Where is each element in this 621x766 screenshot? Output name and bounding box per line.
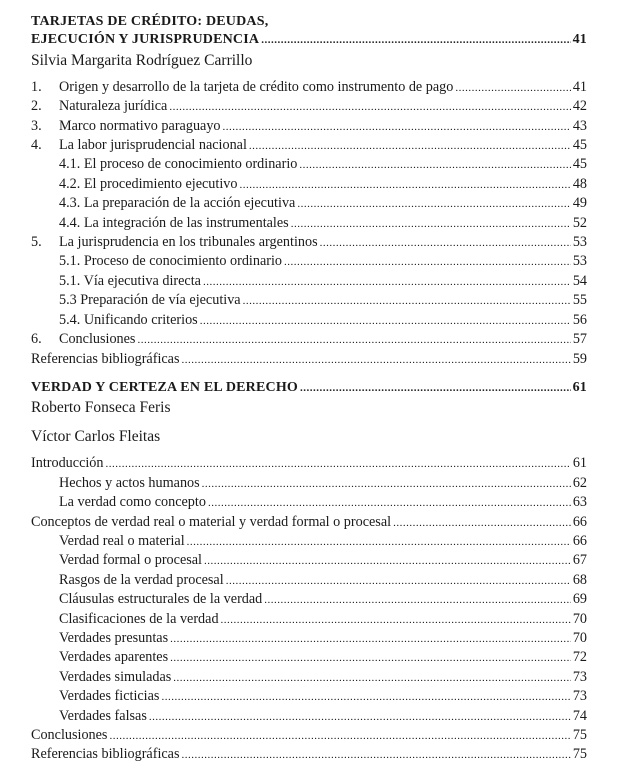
toc-subentry[interactable]: 4.1. El proceso de conocimiento ordinario ..... 45 [31, 155, 587, 174]
toc-subentry[interactable]: 4.4. La integración de las instrumentales ..... 52 [31, 214, 587, 233]
toc-entry[interactable]: 6. Conclusiones ..... 57 [31, 330, 587, 349]
toc-subentry[interactable]: 5.1. Proceso de conocimiento ordinario ..... 53 [31, 252, 587, 271]
toc-subentry[interactable]: 5.3 Preparación de vía ejecutiva ..... 55 [31, 291, 587, 310]
toc-subentry[interactable]: Verdades aparentes ..... 72 [31, 648, 587, 667]
toc-entry[interactable]: Referencias bibliográficas ..... 75 [31, 745, 587, 764]
toc-subentry[interactable]: 5.1. Vía ejecutiva directa ..... 54 [31, 272, 587, 291]
toc-entry[interactable]: Conclusiones ..... 75 [31, 726, 587, 745]
toc-entry[interactable]: Referencias bibliográficas ..... 59 [31, 350, 587, 369]
toc-list-2 [31, 454, 587, 765]
toc-subentry[interactable]: Verdades presuntas ..... 70 [31, 629, 587, 648]
toc-subentry[interactable]: Verdad real o material ..... 66 [31, 532, 587, 551]
toc-entry[interactable]: 5. La jurisprudencia en los tribunales argentinos ..... 53 [31, 233, 587, 252]
toc-entry[interactable]: 3. Marco normativo paraguayo ..... 43 [31, 117, 587, 136]
table-of-contents [31, 13, 587, 765]
toc-entry[interactable]: Conceptos de verdad real o material y verdad formal o procesal ..... 66 [31, 513, 587, 532]
toc-subentry[interactable]: Verdades simuladas ..... 73 [31, 668, 587, 687]
toc-subentry[interactable]: Verdades ficticias ..... 73 [31, 687, 587, 706]
toc-entry[interactable]: Introducción ..... 61 [31, 454, 587, 473]
toc-subentry[interactable]: Cláusulas estructurales de la verdad ..... 69 [31, 590, 587, 609]
toc-list-1 [31, 78, 587, 369]
toc-entry[interactable]: 1. Origen y desarrollo de la tarjeta de crédito como instrumento de pago ..... 41 [31, 78, 587, 97]
leader-dots [261, 31, 570, 49]
toc-subentry[interactable]: Clasificaciones de la verdad ..... 70 [31, 610, 587, 629]
toc-subentry[interactable]: Verdad formal o procesal ..... 67 [31, 551, 587, 570]
toc-subentry[interactable]: Verdades falsas ..... 74 [31, 707, 587, 726]
toc-subentry[interactable]: 4.3. La preparación de la acción ejecutiva ..... 49 [31, 194, 587, 213]
chapter-author: Víctor Carlos Fleitas [31, 428, 161, 446]
chapter-author: Silvia Margarita Rodríguez Carrillo [31, 51, 253, 69]
toc-subentry[interactable]: 5.4. Unificando criterios ..... 56 [31, 311, 587, 330]
page-number: 41 [572, 32, 587, 48]
chapter-title[interactable]: VERDAD Y CERTEZA EN EL DERECHO ..... 61 [31, 379, 587, 397]
toc-subentry[interactable]: 4.2. El procedimiento ejecutivo ..... 48 [31, 175, 587, 194]
toc-subentry[interactable]: La verdad como concepto ..... 63 [31, 493, 587, 512]
page-number: 61 [572, 379, 587, 395]
toc-entry[interactable]: 2. Naturaleza jurídica ..... 42 [31, 97, 587, 116]
toc-subentry[interactable]: Hechos y actos humanos ..... 62 [31, 474, 587, 493]
toc-subentry[interactable]: Rasgos de la verdad procesal ..... 68 [31, 571, 587, 590]
leader-dots [300, 379, 571, 397]
chapter-author: Roberto Fonseca Feris [31, 399, 171, 417]
toc-entry[interactable]: 4. La labor jurisprudencial nacional ..... 45 [31, 136, 587, 155]
chapter-title-line2[interactable]: EJECUCIÓN Y JURISPRUDENCIA ..... 41 [31, 31, 587, 49]
chapter-title-line1: TARJETAS DE CRÉDITO: DEUDAS, [31, 14, 269, 29]
